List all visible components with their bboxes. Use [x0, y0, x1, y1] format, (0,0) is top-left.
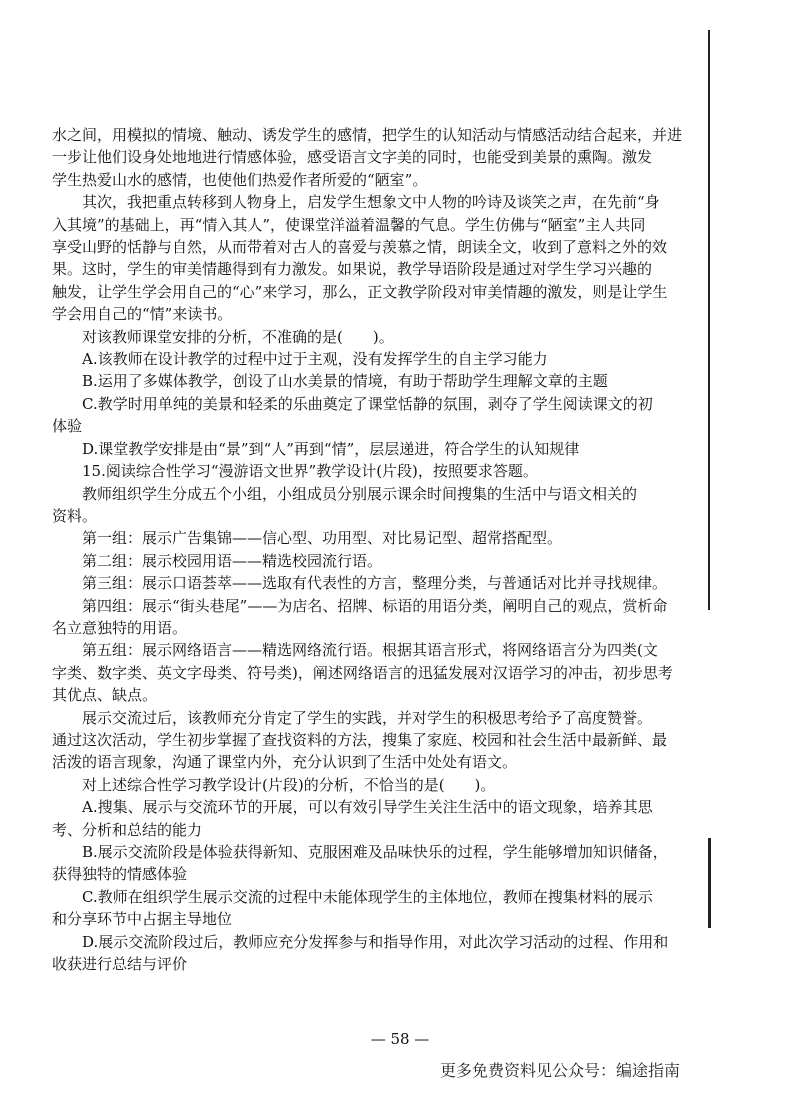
text-line: 入其境”的基础上，再“情入其人”，使课堂洋溢着温馨的气息。学生仿佛与“陋室”主人共同	[52, 215, 646, 234]
text-line: 体验	[52, 417, 83, 436]
page-number: — 58 —	[370, 1030, 430, 1048]
answer-option-b: B.展示交流阶段是体验获得新知、克服困难及品味快乐的过程，学生能够增加知识储备，	[82, 843, 668, 861]
question-stem: 对该教师课堂安排的分析，不准确的是( )。	[82, 327, 394, 346]
group-item: 第三组：展示口语荟萃——选取有代表性的方言，整理分类，与普通话对比并寻找规律。	[82, 574, 668, 593]
answer-option-a: A.该教师在设计教学的过程中过于主观，没有发挥学生的自主学习能力	[82, 350, 548, 369]
group-item: 第一组：展示广告集锦——信心型、功用型、对比易记型、超常搭配型。	[82, 529, 563, 548]
text-line: 果。这时，学生的审美情趣得到有力激发。如果说，教学导语阶段是通过对学生学习兴趣的	[52, 260, 653, 279]
text-line: 名立意独特的用语。	[52, 618, 188, 637]
footer-promo-text: 更多免费资料见公众号：编途指南	[440, 1061, 681, 1080]
answer-option-a: A.搜集、展示与交流环节的开展，可以有效引导学生关注生活中的语文现象，培养其思	[82, 798, 653, 817]
margin-rule-bottom	[708, 838, 711, 928]
group-item: 第四组：展示“街头巷尾”——为店名、招牌、标语的用语分类，阐明自己的观点，赏析命	[82, 596, 668, 615]
paragraph-start: 其次，我把重点转移到人物身上，启发学生想象文中人物的吟诗及谈笑之声，在先前“身	[82, 193, 660, 212]
text-line: 水之间，用模拟的情境、触动、诱发学生的感情，把学生的认知活动与情感活动结合起来，并进	[52, 126, 683, 144]
text-line: 其优点、缺点。	[52, 686, 158, 705]
text-line: 享受山野的恬静与自然，从而带着对古人的喜爱与羡慕之情，朗读全文，收到了意料之外的效	[52, 238, 668, 257]
text-line: 获得独特的情感体验	[52, 865, 188, 884]
answer-option-d: D.课堂教学安排是由“景”到“人”再到“情”，层层递进，符合学生的认知规律	[82, 439, 580, 458]
answer-option-c: C.教学时用单纯的美景和轻柔的乐曲奠定了课堂恬静的氛围，剥夺了学生阅读课文的初	[82, 394, 653, 413]
group-item: 第五组：展示网络语言——精选网络流行语。根据其语言形式，将网络语言分为四类(文	[82, 641, 658, 660]
answer-option-c: C.教师在组织学生展示交流的过程中未能体现学生的主体地位，教师在搜集材料的展示	[82, 887, 653, 906]
document-body	[52, 124, 702, 975]
text-line: 通过这次活动，学生初步掌握了查找资料的方法，搜集了家庭、校园和社会生活中最新鲜、最	[52, 730, 668, 749]
answer-option-d: D.展示交流阶段过后，教师应充分发挥参与和指导作用，对此次学习活动的过程、作用和	[82, 932, 669, 951]
margin-rule-top	[708, 30, 710, 610]
text-line: 一步让他们设身处地地进行情感体验，感受语言文字美的同时，也能受到美景的熏陶。激发	[52, 148, 653, 167]
text-line: 字类、数字类、英文字母类、符号类)，阐述网络语言的迅猛发展对汉语学习的冲击，初步思考	[52, 663, 673, 682]
text-line: 活泼的语言现象，沟通了课堂内外，充分认识到了生活中处处有语文。	[52, 753, 518, 772]
text-line: 触发，让学生学会用自己的“心”来学习，那么，正文教学阶段对审美情趣的激发，则是让学生	[52, 282, 668, 301]
text-line: 考、分析和总结的能力	[52, 820, 203, 839]
answer-option-b: B.运用了多媒体教学，创设了山水美景的情境，有助于帮助学生理解文章的主题	[82, 372, 608, 391]
paragraph-start: 展示交流过后，该教师充分肯定了学生的实践，并对学生的积极思考给予了高度赞誉。	[82, 708, 653, 727]
paragraph-start: 教师组织学生分成五个小组，小组成员分别展示课余时间搜集的生活中与语文相关的	[82, 484, 638, 503]
text-line: 学会用自己的“情”来读书。	[52, 305, 233, 324]
group-item: 第二组：展示校园用语——精选校园流行语。	[82, 551, 383, 570]
question-heading: 15.阅读综合性学习“漫游语文世界”教学设计(片段)，按照要求答题。	[82, 462, 538, 481]
text-line: 收获进行总结与评价	[52, 955, 188, 974]
text-line: 和分享环节中占据主导地位	[52, 910, 233, 929]
text-line: 资料。	[52, 506, 98, 525]
text-line: 学生热爱山水的感情，也使他们热爱作者所爱的“陋室”。	[52, 170, 428, 189]
question-stem: 对上述综合性学习教学设计(片段)的分析，不恰当的是( )。	[82, 775, 496, 794]
